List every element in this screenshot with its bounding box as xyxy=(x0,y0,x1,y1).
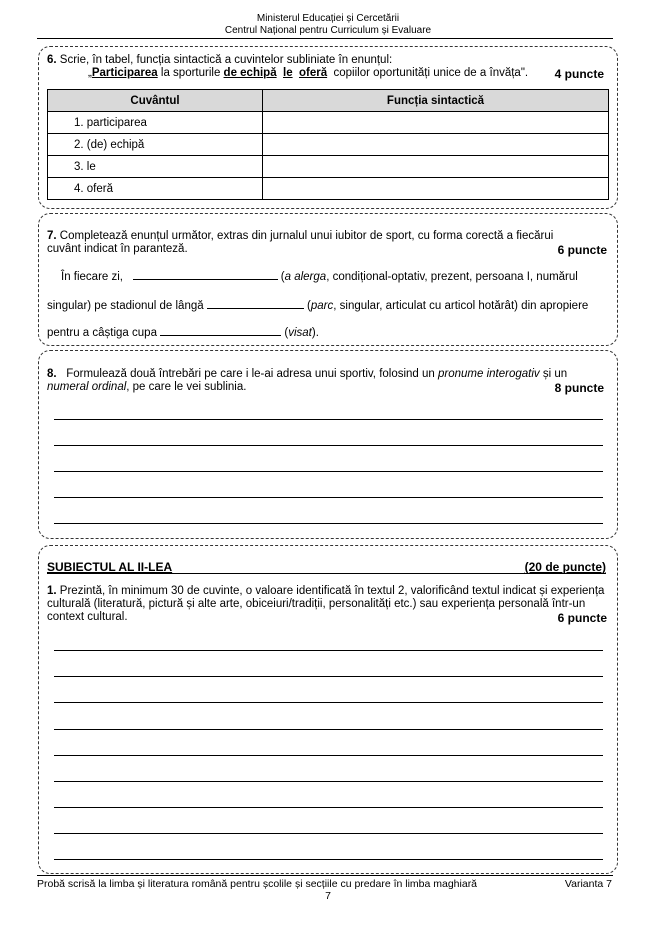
ministry-name: Ministerul Educației și Cercetării xyxy=(256,13,400,24)
s2q1-line2: culturală (literatură, pictură și alte arte, obiceiuri/tradiții, personalități etc.) sau experiența personală într-un xyxy=(47,598,586,610)
table-header-row xyxy=(48,90,609,112)
blank-visat[interactable] xyxy=(160,324,281,336)
word-cell: 3. le xyxy=(48,156,263,178)
answer-line[interactable] xyxy=(54,445,603,446)
answer-line[interactable] xyxy=(54,807,603,808)
underlined-participarea: Participarea xyxy=(91,67,158,79)
q8-prompt-line2: numeral ordinal, pe care le vei sublinia. xyxy=(47,381,247,393)
center-name: Centrul Național pentru Curriculum și Evaluare xyxy=(224,25,432,36)
q7-points: 6 puncte xyxy=(557,243,607,257)
table-row xyxy=(48,134,609,156)
answer-line[interactable] xyxy=(54,497,603,498)
q7-fill-line3: pentru a câștiga cupa (visat). xyxy=(47,324,319,340)
q8-number: 8. xyxy=(47,368,57,380)
q6-number: 6. xyxy=(47,54,57,66)
q6-sentence: „Participarea la sporturile de echipă le oferă copiilor oportunități unice de a învăța". xyxy=(88,67,529,79)
word-cell: 2. (de) echipă xyxy=(48,134,263,156)
answer-cell[interactable] xyxy=(263,178,609,200)
header-cuvantul: Cuvântul xyxy=(48,90,263,112)
answer-line[interactable] xyxy=(54,755,603,756)
s2q1-number: 1. xyxy=(47,585,57,597)
table-row xyxy=(48,112,609,134)
header-functia-sintactica: Funcția sintactică xyxy=(263,90,609,112)
answer-line[interactable] xyxy=(54,523,603,524)
answer-line[interactable] xyxy=(54,729,603,730)
answer-line[interactable] xyxy=(54,419,603,420)
blank-a-alerga[interactable] xyxy=(133,268,278,280)
s2q1-points: 6 puncte xyxy=(557,611,607,625)
table-row xyxy=(48,178,609,200)
word-cell: 1. participarea xyxy=(48,112,263,134)
footer-exam-title: Probă scrisă la limba și literatura română pentru școlile și secțiile cu predare în limba maghiară xyxy=(37,878,478,890)
answer-line[interactable] xyxy=(54,650,603,651)
answer-line[interactable] xyxy=(54,859,603,860)
answer-line[interactable] xyxy=(54,702,603,703)
answer-cell[interactable] xyxy=(263,112,609,134)
subject-2-title: SUBIECTUL AL II-LEA xyxy=(47,560,173,574)
answer-line[interactable] xyxy=(54,781,603,782)
answer-line[interactable] xyxy=(54,676,603,677)
word-cell: 4. oferă xyxy=(48,178,263,200)
table-row xyxy=(48,156,609,178)
q7-prompt-line2: cuvânt indicat în paranteză. xyxy=(47,243,188,255)
subject-2-rule xyxy=(47,573,606,574)
answer-line[interactable] xyxy=(54,471,603,472)
header-rule xyxy=(37,38,613,39)
underlined-ofera: oferă xyxy=(298,67,328,79)
syntax-table xyxy=(47,89,609,200)
footer-variant: Varianta 7 xyxy=(564,878,612,890)
q7-prompt-line1: 7. Completează enunțul următor, extras din jurnalul unui iubitor de sport, cu forma corectă a fiecărui xyxy=(47,230,554,242)
q8-points: 8 puncte xyxy=(554,381,604,395)
q7-fill-line1: În fiecare zi, (a alerga, condițional-optativ, prezent, persoana I, numărul xyxy=(61,268,578,284)
answer-cell[interactable] xyxy=(263,156,609,178)
q6-prompt-text: Scrie, în tabel, funcția sintactică a cuvintelor subliniate în enunțul: xyxy=(59,54,393,66)
page-number: 7 xyxy=(325,890,331,902)
q6-points: 4 puncte xyxy=(554,67,604,81)
q7-fill-line2: singular) pe stadionul de lângă (parc, singular, articulat cu articol hotărât) din apropiere xyxy=(47,297,588,313)
underlined-le: le xyxy=(283,67,293,79)
s2q1-line3: context cultural. xyxy=(47,611,128,623)
underlined-de-echipa: de echipă xyxy=(223,67,277,79)
blank-parc[interactable] xyxy=(207,297,304,309)
answer-line[interactable] xyxy=(54,833,603,834)
q6-prompt xyxy=(47,54,392,67)
subject-2-points: (20 de puncte) xyxy=(524,560,606,574)
footer-rule xyxy=(37,875,613,876)
q7-number: 7. xyxy=(47,230,57,242)
q8-prompt-line1: 8. Formulează două întrebări pe care i le-ai adresa unui sportiv, folosind un pronume interogativ și un xyxy=(47,368,568,380)
s2q1-line1: 1. Prezintă, în minimum 30 de cuvinte, o valoare identificată în textul 2, valorificând textul indicat și experiența xyxy=(47,585,605,597)
answer-cell[interactable] xyxy=(263,134,609,156)
